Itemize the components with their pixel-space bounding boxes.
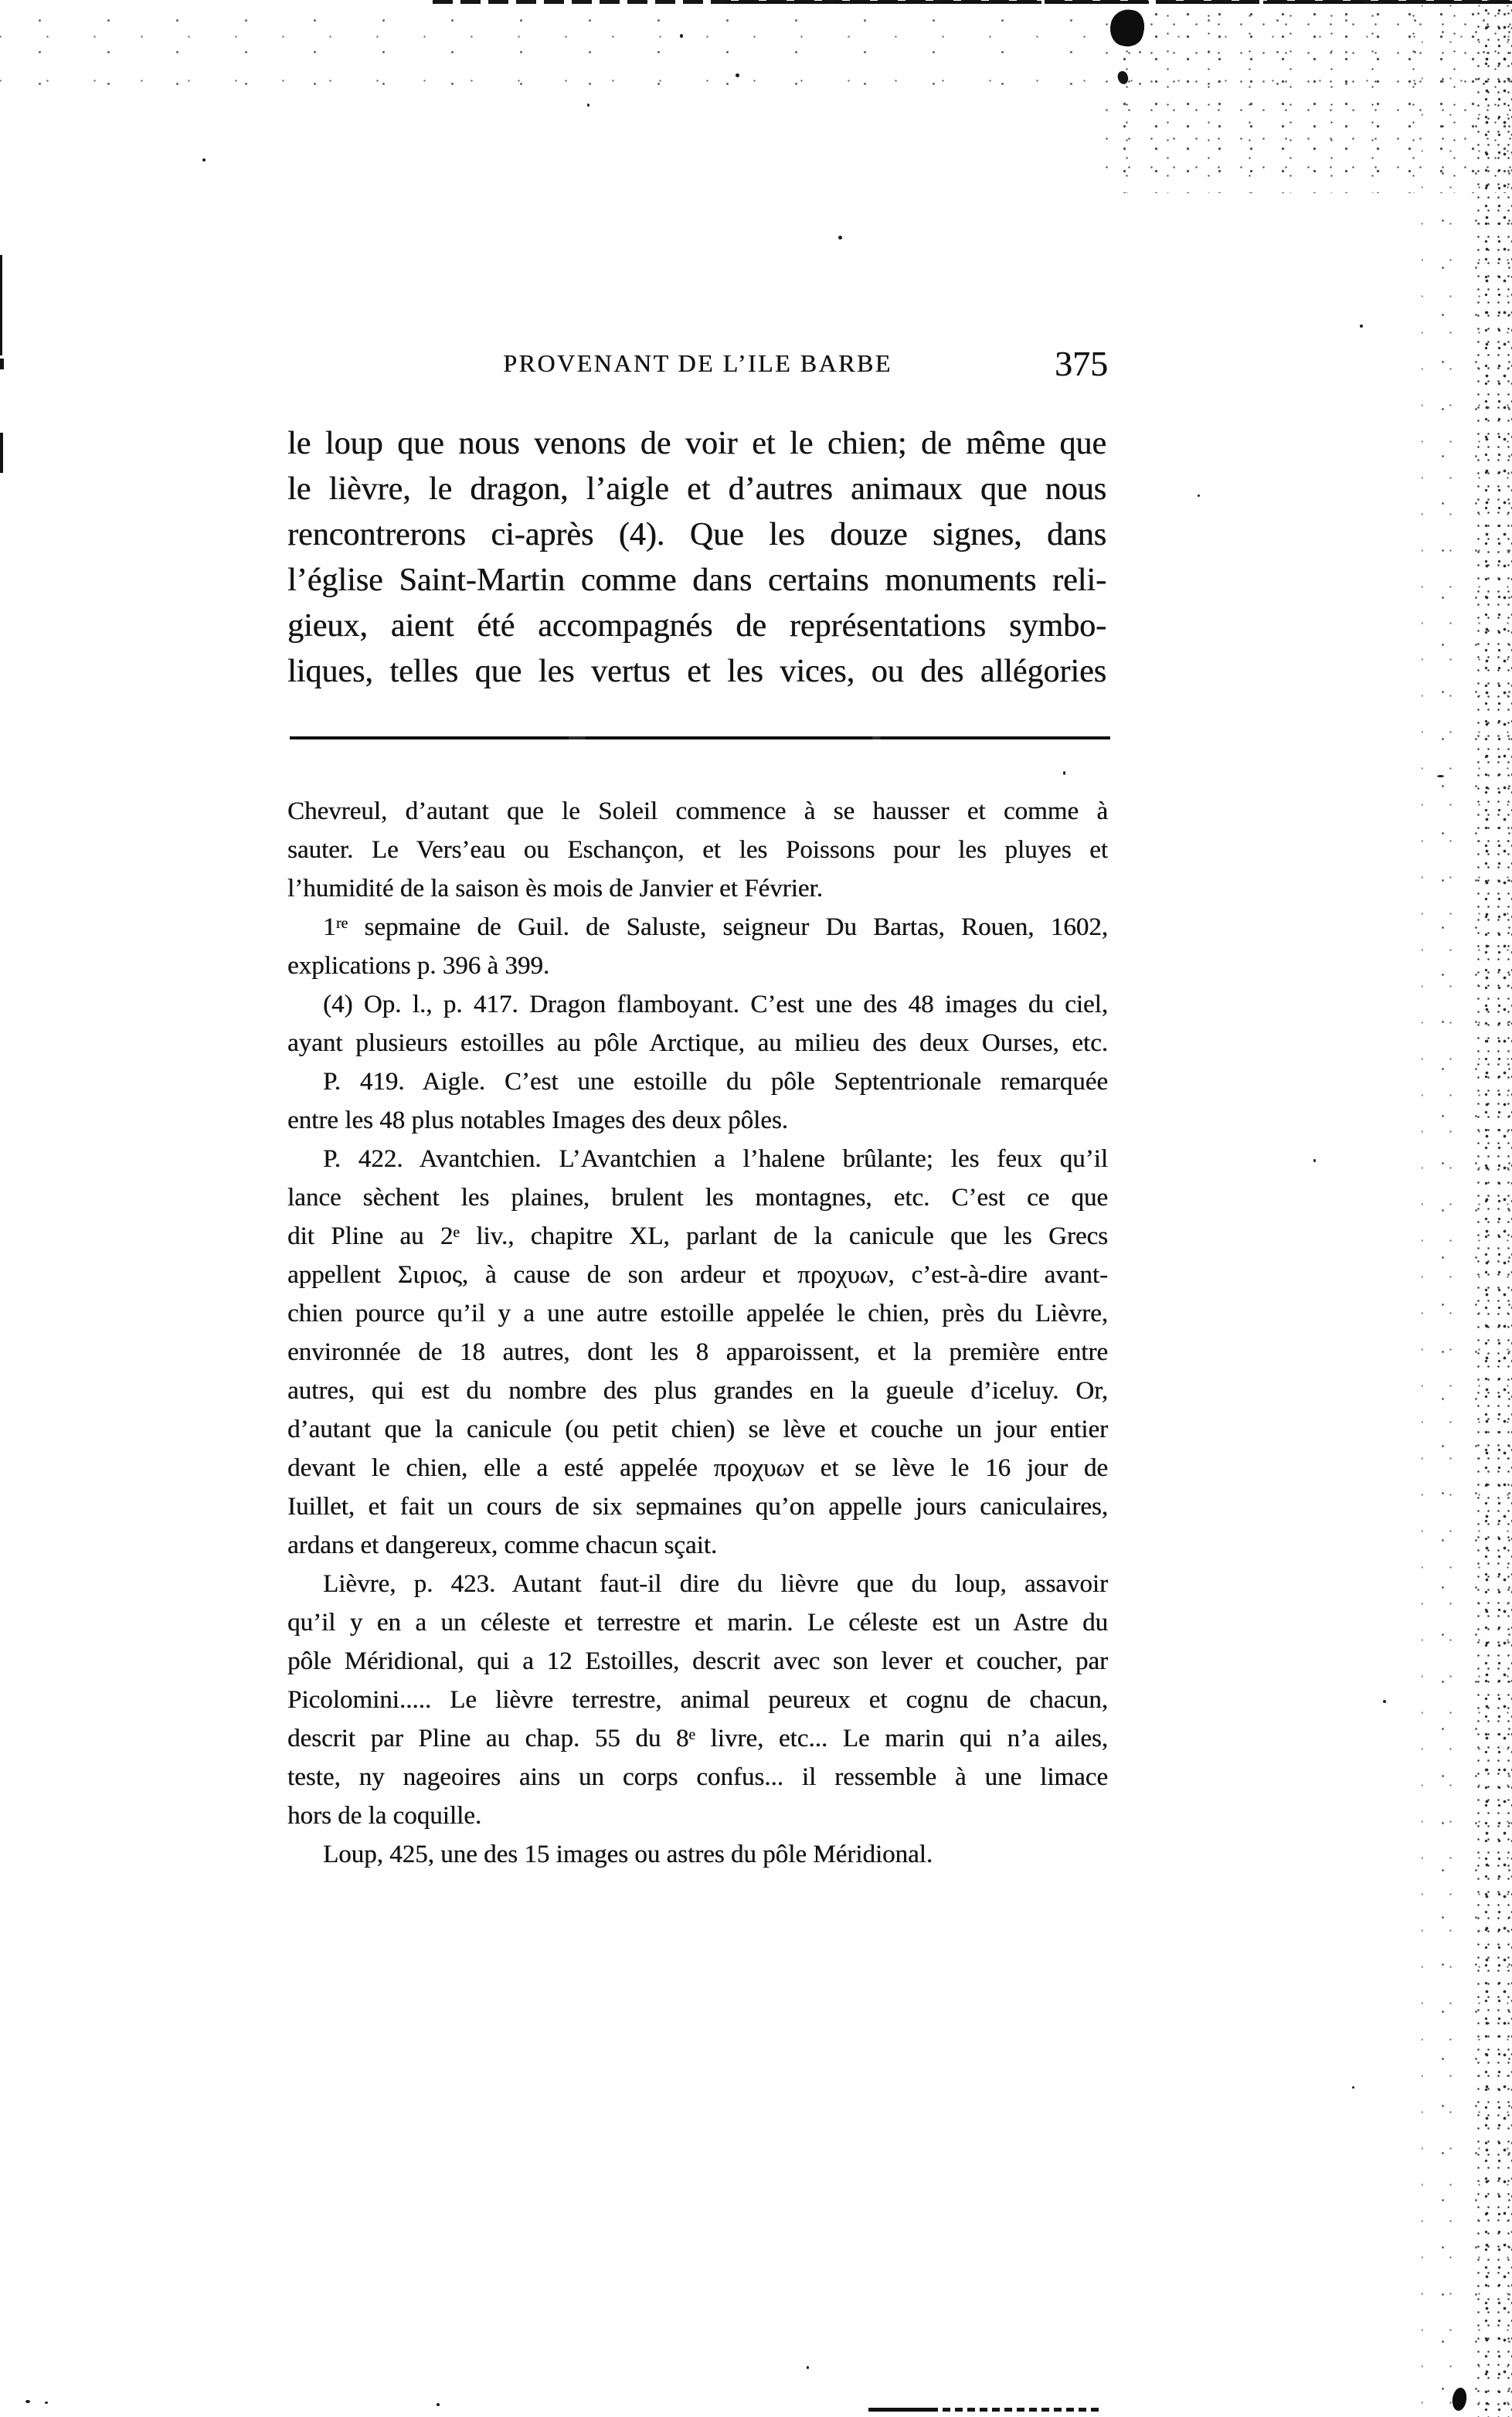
footnote-line: hors de la coquille.	[287, 1802, 482, 1830]
page-number: 375	[1055, 344, 1108, 383]
footnote-line: lance sèchent les plaines, brulent les montagnes, etc. C’est ce que	[287, 1184, 1108, 1212]
scan-speck	[680, 34, 683, 38]
footnote-line: Lièvre, p. 423. Autant faut-il dire du lièvre que du loup, assavoir	[323, 1570, 1108, 1598]
footnote-line: devant le chien, elle a esté appelée προχυων et se lève le 16 jour de	[287, 1454, 1108, 1482]
scan-speck	[1313, 1159, 1316, 1162]
scan-speck	[838, 236, 842, 240]
footnote-line: P. 419. Aigle. C’est une estoille du pôle Septentrionale remarquée	[323, 1068, 1108, 1096]
scan-noise-right-edge	[1477, 0, 1512, 2417]
footnote-line: sauter. Le Vers’eau ou Eschançon, et les Poissons pour les pluyes et	[287, 836, 1108, 864]
page-edge-line-bottom	[868, 2408, 1099, 2412]
scan-speck	[202, 158, 206, 161]
body-line: gieux, aient été accompagnés de représentations symbo-	[287, 608, 1106, 644]
footnote-line: Loup, 425, une des 15 images ou astres du pôle Méridional.	[323, 1841, 933, 1868]
scan-speck	[25, 2400, 30, 2403]
scan-noise-right-band	[1422, 0, 1512, 2417]
body-line: le lièvre, le dragon, l’aigle et d’autres animaux que nous	[287, 471, 1106, 507]
page-header	[287, 344, 1108, 396]
running-header-title: PROVENANT DE L’ILE BARBE	[503, 349, 892, 377]
page-edge-mark-left	[0, 359, 4, 369]
scan-noise-top	[0, 0, 1512, 89]
footnote-line: explications p. 396 à 399.	[287, 952, 550, 980]
body-line: rencontrerons ci-après (4). Que les douze signes, dans	[287, 517, 1106, 552]
footnote-line: qu’il y en a un céleste et terrestre et marin. Le céleste est un Astre du	[287, 1609, 1108, 1637]
footnote-line: 1ʳᵉ sepmaine de Guil. de Saluste, seigneur Du Bartas, Rouen, 1602,	[323, 913, 1108, 941]
footnote-separator-rule	[290, 736, 1110, 739]
footnotes-block	[287, 792, 1108, 1874]
footnote-line: Picolomini..... Le lièvre terrestre, animal peureux et cognu de chacun,	[287, 1686, 1108, 1714]
scan-speck	[1063, 771, 1065, 775]
footnote-line: descrit par Pline au chap. 55 du 8ᵉ livre, etc... Le marin qui n’a ailes,	[287, 1725, 1108, 1752]
footnote-line: chien pource qu’il y a une autre estoille appelée le chien, près du Lièvre,	[287, 1300, 1108, 1327]
footnote-line: environnée de 18 autres, dont les 8 apparoissent, et la première entre	[287, 1338, 1108, 1366]
body-line: le loup que nous venons de voir et le chien; de même que	[287, 426, 1106, 461]
scan-speck	[1437, 775, 1444, 777]
footnote-line: (4) Op. l., p. 417. Dragon flamboyant. C’est une des 48 images du ciel,	[323, 991, 1108, 1018]
scan-speck	[736, 73, 739, 77]
footnote-line: Iuillet, et fait un cours de six sepmaines qu’on appelle jours caniculaires,	[287, 1493, 1108, 1521]
footnote-line: d’autant que la canicule (ou petit chien) se lève et couche un jour entier	[287, 1416, 1108, 1443]
page-edge-mark-left	[0, 433, 3, 473]
footnote-line: teste, ny nageoires ains un corps confus... il ressemble à une limace	[287, 1763, 1108, 1791]
page-edge-mark-left	[0, 255, 2, 355]
page-edge-line-top-solid	[726, 1, 1512, 4]
ink-blob-bottom-right	[1451, 2387, 1468, 2412]
footnote-line: entre les 48 plus notables Images des deux pôles.	[287, 1107, 788, 1134]
main-paragraph	[287, 421, 1106, 695]
footnote-line: l’humidité de la saison ès mois de Janvier et Février.	[287, 875, 823, 903]
footnote-line: pôle Méridional, qui a 12 Estoilles, descrit avec son lever et coucher, par	[287, 1647, 1108, 1675]
ink-blob-top-right-small	[1116, 70, 1130, 85]
scan-speck	[45, 2402, 48, 2404]
scan-speck	[1383, 1700, 1386, 1703]
footnote-line: appellent Σιριος, à cause de son ardeur et προχυων, c’est-à-dire avant-	[287, 1261, 1108, 1289]
footnote-line: ayant plusieurs estoilles au pôle Arctique, au milieu des deux Ourses, etc.	[287, 1029, 1108, 1057]
footnote-line: ardans et dangereux, comme chacun sçait.	[287, 1531, 718, 1559]
scan-speck	[587, 104, 590, 107]
footnote-line: dit Pline au 2ᵉ liv., chapitre XL, parlant de la canicule que les Grecs	[287, 1222, 1108, 1250]
footnote-line: autres, qui est du nombre des plus grandes en la gueule d’iceluy. Or,	[287, 1377, 1108, 1405]
scan-speck	[1198, 495, 1200, 497]
ink-blob-top-right	[1106, 5, 1148, 49]
scan-speck	[437, 2403, 440, 2406]
scan-noise-top-right	[1105, 0, 1512, 193]
scan-speck	[1352, 2086, 1354, 2089]
footnote-line: Chevreul, d’autant que le Soleil commence à se hausser et comme à	[287, 797, 1108, 825]
scan-speck	[807, 2366, 809, 2369]
body-line: liques, telles que les vertus et les vices, ou des allégories	[287, 654, 1106, 689]
scan-speck	[1360, 325, 1363, 328]
body-line: l’église Saint-Martin comme dans certains monuments reli-	[287, 563, 1106, 598]
footnote-line: P. 422. Avantchien. L’Avantchien a l’halene brûlante; les feux qu’il	[323, 1145, 1108, 1173]
